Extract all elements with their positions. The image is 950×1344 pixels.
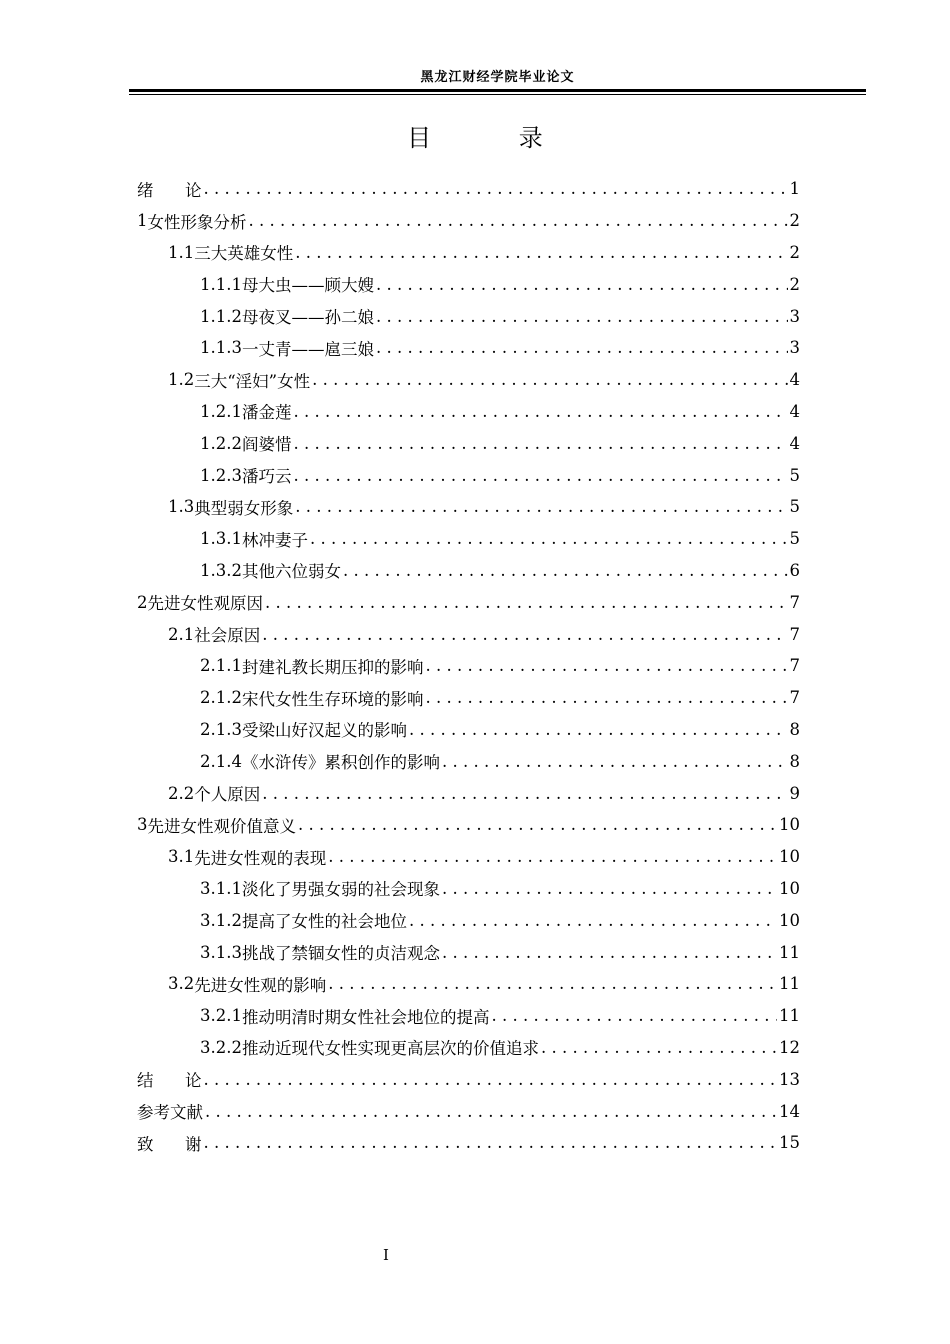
toc-entry-number: 1.3 [168, 497, 195, 517]
toc-entry[interactable] [137, 618, 800, 650]
toc-entry-label: 个人原因 [194, 785, 261, 805]
dot-leader [425, 656, 787, 675]
dot-leader [295, 497, 787, 516]
dot-leader [376, 275, 788, 294]
toc-entry-label: 林冲妻子 [241, 530, 308, 550]
dot-leader [203, 1133, 777, 1152]
toc-entry-page: 5 [789, 497, 800, 517]
toc-entry[interactable] [137, 1000, 800, 1032]
dot-leader [491, 1006, 777, 1025]
toc-entry[interactable] [137, 777, 800, 809]
dot-leader [310, 529, 788, 548]
toc-entry[interactable] [137, 491, 800, 523]
toc-entry-number: 2.2 [168, 783, 195, 803]
toc-entry-number: 1.1.2 [200, 306, 242, 326]
dot-leader [376, 307, 788, 326]
toc-entry-page: 6 [789, 560, 800, 580]
toc-entry-label: 三大英雄女性 [194, 244, 294, 264]
toc-entry-page: 4 [789, 401, 800, 421]
toc-entry-page: 2 [789, 242, 800, 262]
toc-entry-number: 2 [137, 592, 148, 612]
table-of-contents [137, 173, 800, 1159]
dot-leader [541, 1038, 777, 1057]
toc-entry-label: 母夜叉——孙二娘 [241, 308, 374, 328]
page-header: 黑龙江财经学院毕业论文 [420, 70, 575, 85]
toc-entry-number: 1.1.3 [200, 338, 242, 358]
toc-entry-page: 10 [779, 847, 800, 867]
toc-entry[interactable] [137, 1032, 800, 1064]
dot-leader [262, 625, 787, 644]
toc-entry-page: 3 [789, 306, 800, 326]
toc-entry-number: 1.1 [168, 242, 195, 262]
toc-entry-label: 先进女性观价值意义 [147, 816, 296, 836]
toc-entry[interactable] [137, 427, 800, 459]
toc-entry-number: 1.2.2 [200, 433, 242, 453]
toc-entry[interactable] [137, 904, 800, 936]
dot-leader [265, 593, 788, 612]
toc-entry[interactable] [137, 364, 800, 396]
toc-entry-number: 2.1.4 [200, 751, 242, 771]
toc-entry-number: 3.2.2 [200, 1037, 242, 1057]
toc-entry-label: 挑战了禁锢女性的贞洁观念 [241, 944, 440, 964]
toc-entry-label: 先进女性观原因 [147, 594, 263, 614]
dot-leader [293, 466, 787, 485]
toc-entry-page: 13 [779, 1069, 800, 1089]
toc-entry[interactable] [137, 936, 800, 968]
dot-leader [293, 434, 787, 453]
page-title: 目 录 [407, 124, 583, 152]
toc-entry-label: 先进女性观的表现 [194, 848, 327, 868]
toc-entry-page: 2 [789, 274, 800, 294]
toc-entry-label: 绪 论 [137, 180, 202, 200]
toc-entry-number: 1.2 [168, 370, 195, 390]
dot-leader [295, 243, 787, 262]
dot-leader [293, 402, 787, 421]
toc-entry-number: 2.1.2 [200, 688, 242, 708]
toc-entry[interactable] [137, 745, 800, 777]
dot-leader [262, 784, 787, 803]
toc-entry-label: 推动明清时期女性社会地位的提高 [241, 1007, 490, 1027]
toc-entry-label: 一丈青——扈三娘 [241, 339, 374, 359]
toc-entry-number: 3.1 [168, 847, 195, 867]
toc-entry-page: 7 [789, 656, 800, 676]
toc-entry-label: 结 论 [137, 1071, 202, 1091]
toc-entry-number: 2.1 [168, 624, 195, 644]
toc-entry-page: 10 [779, 815, 800, 835]
toc-entry[interactable] [137, 841, 800, 873]
toc-entry-label: 女性形象分析 [147, 212, 247, 232]
toc-entry[interactable] [137, 332, 800, 364]
toc-entry[interactable] [137, 1127, 800, 1159]
dot-leader [442, 752, 788, 771]
toc-entry-page: 4 [789, 433, 800, 453]
toc-entry-number: 3 [137, 815, 148, 835]
toc-entry-number: 1.2.1 [200, 401, 242, 421]
toc-entry[interactable] [137, 809, 800, 841]
toc-entry-page: 15 [779, 1133, 800, 1153]
dot-leader [203, 1070, 777, 1089]
toc-entry-page: 5 [789, 529, 800, 549]
dot-leader [343, 561, 788, 580]
toc-entry[interactable] [137, 1095, 800, 1127]
toc-entry-page: 11 [779, 942, 800, 962]
toc-entry-label: 潘金莲 [241, 403, 292, 423]
header-rule-thick [129, 89, 866, 92]
toc-entry-page: 10 [779, 910, 800, 930]
toc-entry[interactable] [137, 173, 800, 205]
toc-entry[interactable] [137, 300, 800, 332]
dot-leader [328, 974, 777, 993]
toc-entry-label: 受梁山好汉起义的影响 [241, 721, 407, 741]
toc-entry-label: 典型弱女形象 [194, 498, 294, 518]
toc-entry-label: 参考文献 [137, 1103, 203, 1122]
toc-entry-label: 封建礼教长期压抑的影响 [241, 657, 424, 677]
toc-entry[interactable] [137, 396, 800, 428]
toc-entry-number: 3.1.2 [200, 910, 242, 930]
toc-entry-label: 推动近现代女性实现更高层次的价值追求 [241, 1039, 539, 1059]
dot-leader [205, 1102, 777, 1121]
toc-entry[interactable] [137, 586, 800, 618]
toc-entry-label: 潘巧云 [241, 467, 292, 487]
toc-entry-page: 8 [789, 719, 800, 739]
toc-entry-page: 11 [779, 1006, 800, 1026]
toc-entry[interactable] [137, 714, 800, 746]
toc-entry-number: 1.2.3 [200, 465, 242, 485]
page-number: I [383, 1246, 389, 1264]
dot-leader [249, 211, 788, 230]
toc-entry-number: 3.2.1 [200, 1006, 242, 1026]
toc-entry[interactable] [137, 650, 800, 682]
toc-entry-number: 2.1.1 [200, 656, 242, 676]
header-rule-thin [129, 94, 866, 95]
dot-leader [409, 911, 777, 930]
toc-entry-page: 7 [789, 624, 800, 644]
dot-leader [442, 879, 777, 898]
dot-leader [203, 179, 787, 198]
toc-entry[interactable] [137, 682, 800, 714]
toc-entry-number: 1.1.1 [200, 274, 242, 294]
toc-entry[interactable] [137, 523, 800, 555]
toc-entry-page: 7 [789, 688, 800, 708]
toc-entry-page: 5 [789, 465, 800, 485]
toc-entry-page: 2 [789, 211, 800, 231]
toc-entry-label: 先进女性观的影响 [194, 975, 327, 995]
toc-entry[interactable] [137, 1063, 800, 1095]
toc-entry[interactable] [137, 268, 800, 300]
dot-leader [328, 847, 777, 866]
dot-leader [312, 370, 787, 389]
toc-entry-label: 宋代女性生存环境的影响 [241, 689, 424, 709]
toc-entry-label: 《水浒传》累积创作的影响 [241, 753, 440, 773]
dot-leader [298, 815, 777, 834]
toc-entry[interactable] [137, 555, 800, 587]
toc-entry-page: 12 [779, 1037, 800, 1057]
toc-entry-number: 3.1.3 [200, 942, 242, 962]
toc-entry-page: 3 [789, 338, 800, 358]
toc-entry-page: 10 [779, 878, 800, 898]
toc-entry-page: 4 [789, 370, 800, 390]
dot-leader [409, 720, 788, 739]
toc-entry-label: 致 谢 [137, 1134, 202, 1154]
toc-entry-label: 淡化了男强女弱的社会现象 [241, 880, 440, 900]
toc-entry-page: 11 [779, 974, 800, 994]
toc-entry[interactable] [137, 237, 800, 269]
toc-entry[interactable] [137, 205, 800, 237]
dot-leader [376, 338, 788, 357]
toc-entry-number: 3.2 [168, 974, 195, 994]
toc-entry[interactable] [137, 459, 800, 491]
dot-leader [442, 943, 777, 962]
toc-entry-page: 1 [789, 179, 800, 199]
toc-entry-number: 1.3.2 [200, 560, 242, 580]
toc-entry-label: 其他六位弱女 [241, 562, 341, 582]
toc-entry-page: 8 [789, 751, 800, 771]
dot-leader [425, 688, 787, 707]
toc-entry-label: 母大虫——顾大嫂 [241, 276, 374, 296]
toc-entry-label: 三大“淫妇”女性 [194, 371, 311, 391]
toc-entry-number: 1.3.1 [200, 529, 242, 549]
toc-entry-page: 7 [789, 592, 800, 612]
toc-entry-number: 1 [137, 211, 148, 231]
toc-entry-number: 3.1.1 [200, 878, 242, 898]
toc-entry-label: 阎婆惜 [241, 435, 292, 455]
toc-entry-page: 14 [779, 1101, 800, 1121]
toc-entry-number: 2.1.3 [200, 719, 242, 739]
toc-entry[interactable] [137, 873, 800, 905]
toc-entry[interactable] [137, 968, 800, 1000]
toc-entry-label: 提高了女性的社会地位 [241, 912, 407, 932]
toc-entry-page: 9 [789, 783, 800, 803]
toc-entry-label: 社会原因 [194, 626, 261, 646]
